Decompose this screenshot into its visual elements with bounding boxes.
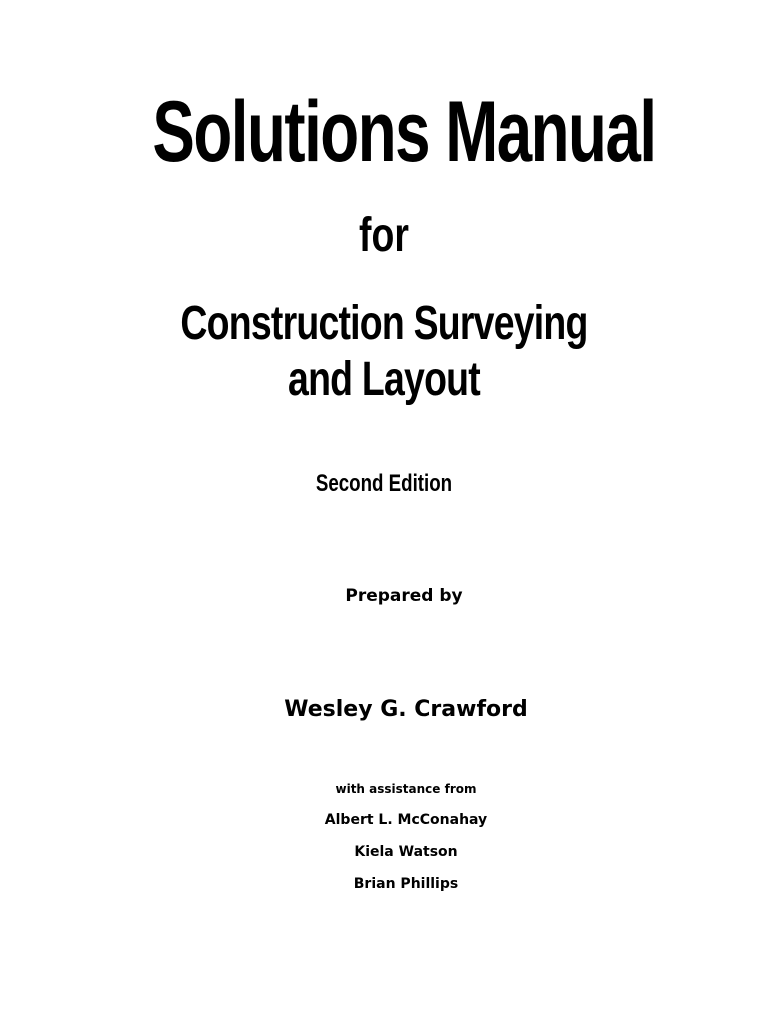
main-title: Solutions Manual <box>152 84 656 180</box>
prepared-by-label: Prepared by <box>345 586 463 606</box>
assistance-label: with assistance from <box>335 782 477 796</box>
author-name: Wesley G. Crawford <box>284 697 528 722</box>
book-title-line1: Construction Surveying <box>180 297 588 350</box>
book-title-line2: and Layout <box>288 353 480 406</box>
edition-label: Second Edition <box>315 470 453 497</box>
for-text: for <box>359 209 409 262</box>
assistant-name: Kiela Watson <box>354 844 458 860</box>
assistant-name: Albert L. McConahay <box>324 812 488 828</box>
assistant-name: Brian Phillips <box>353 876 459 892</box>
